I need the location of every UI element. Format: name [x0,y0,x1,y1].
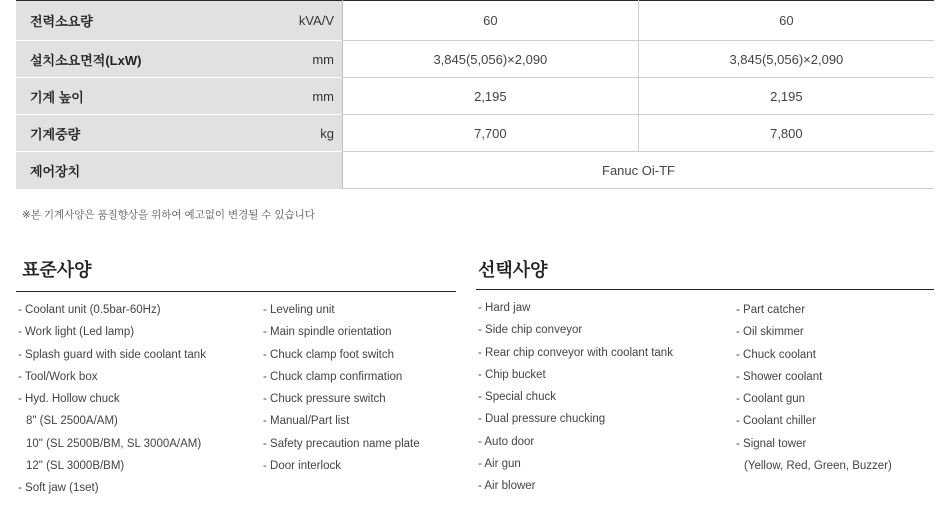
list-item: - Coolant unit (0.5bar-60Hz) [18,304,161,316]
list-item: - Oil skimmer [736,326,804,339]
row-unit: mm [270,41,343,78]
list-item: 12" (SL 3000B/BM) [26,460,125,473]
list-item: - Air blower [478,480,536,493]
row-unit: mm [270,78,343,115]
standard-list-1 [18,299,206,500]
standard-list-2 [263,299,420,477]
row-label: 설치소요면적(LxW) [16,41,270,78]
row-unit: kVA/V [270,1,343,41]
optional-divider [476,289,934,290]
optional-list-2 [736,299,892,477]
list-item: - Tool/Work box [18,370,98,383]
list-item: - Air gun [478,458,521,471]
row-value: 60 [343,1,639,41]
row-value: 2,195 [343,78,639,115]
list-item: - Main spindle orientation [263,326,392,339]
list-item: 8" (SL 2500A/AM) [26,415,118,428]
optional-title: 선택사양 [478,260,548,280]
row-value: Fanuc Oi-TF [343,152,935,189]
standard-divider [16,291,456,292]
list-item: - Soft jaw (1set) [18,482,99,495]
table-row [16,1,934,41]
row-value: 60 [638,1,934,41]
table-row [16,152,934,189]
list-item: - Dual pressure chucking [478,413,606,426]
list-item: - Chuck clamp confirmation [263,370,403,383]
row-value: 7,800 [638,115,934,152]
list-item: - Leveling unit [263,304,335,316]
table-row [16,115,934,152]
row-unit [270,152,343,189]
list-item: - Hyd. Hollow chuck [18,393,120,406]
list-item: - Chuck pressure switch [263,393,386,406]
list-item: - Shower coolant [736,370,823,383]
list-item: - Auto door [478,435,535,448]
list-item: - Coolant gun [736,393,806,406]
list-item: - Chip bucket [478,368,546,381]
list-item: - Rear chip conveyor with coolant tank [478,346,673,359]
list-item: - Chuck clamp foot switch [263,348,395,361]
spec-table [16,0,934,189]
spec-note: ※본 기계사양은 품질향상을 위하여 예고없이 변경될 수 있습니다 [22,209,315,221]
list-item: - Door interlock [263,460,341,473]
list-item: - Part catcher [736,304,806,316]
row-value: 3,845(5,056)×2,090 [343,41,639,78]
list-item: - Work light (Led lamp) [18,326,135,339]
list-item: - Hard jaw [478,302,531,314]
list-item: - Splash guard with side coolant tank [18,348,206,361]
row-value: 7,700 [343,115,639,152]
row-value: 2,195 [638,78,934,115]
list-item: - Signal tower [736,437,807,450]
row-label: 기계 높이 [16,78,270,115]
list-item: 10" (SL 2500B/BM, SL 3000A/AM) [26,437,202,450]
list-item: - Chuck coolant [736,348,816,361]
table-row [16,41,934,78]
row-unit: kg [270,115,343,152]
standard-title: 표준사양 [22,260,92,280]
list-item: - Coolant chiller [736,415,816,428]
row-label: 제어장치 [16,152,270,189]
list-item: - Safety precaution name plate [263,437,420,450]
row-value: 3,845(5,056)×2,090 [638,41,934,78]
list-item: - Side chip conveyor [478,324,583,337]
list-item: - Manual/Part list [263,415,350,428]
list-item: (Yellow, Red, Green, Buzzer) [744,460,892,473]
optional-list-1 [478,297,673,498]
row-label: 전력소요량 [16,1,270,41]
list-item: - Special chuck [478,391,556,404]
row-label: 기계중량 [16,115,270,152]
table-row [16,78,934,115]
